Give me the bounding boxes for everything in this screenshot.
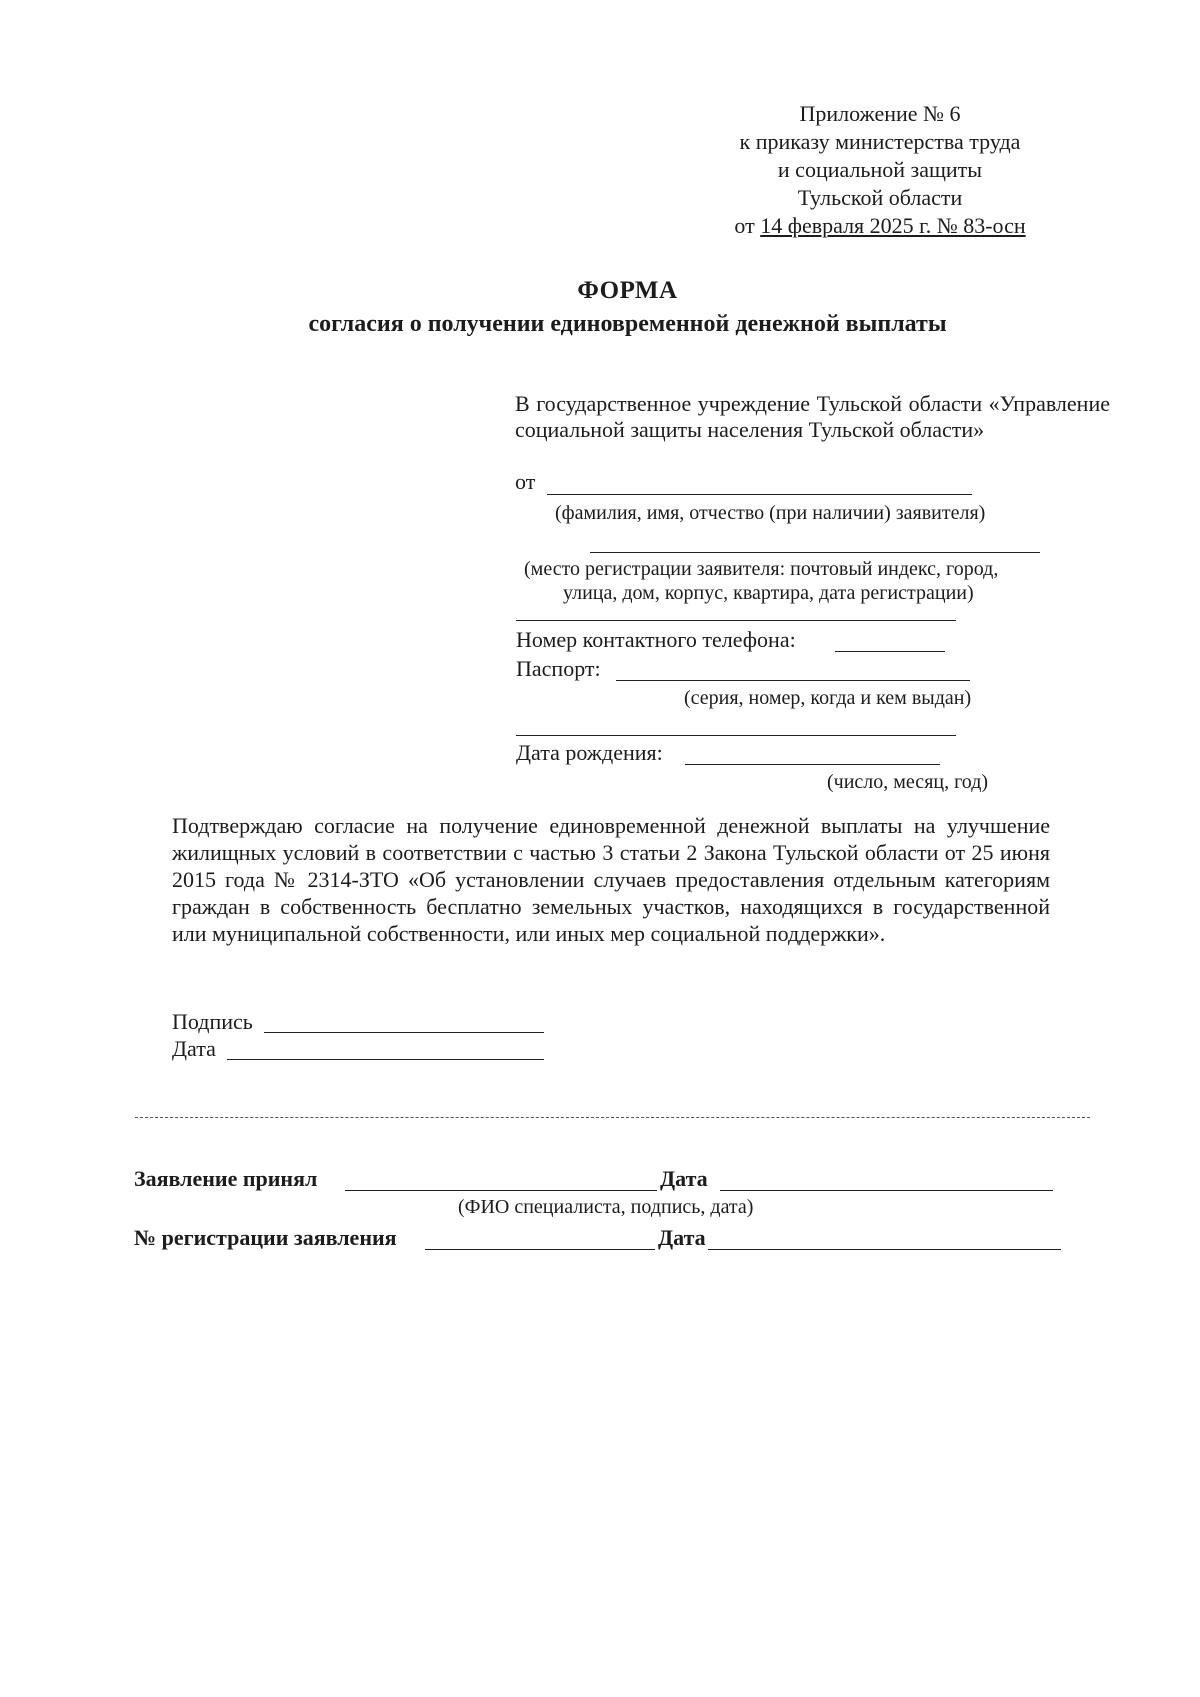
registration-date-label: Дата <box>658 1225 706 1250</box>
cut-line-divider <box>135 1117 1090 1118</box>
specialist-hint: (ФИО специалиста, подпись, дата) <box>458 1196 754 1218</box>
annex-date-line <box>700 212 1060 240</box>
annex-header <box>700 100 1060 240</box>
signature-date-line[interactable] <box>227 1059 544 1060</box>
address-continuation-line[interactable] <box>516 620 956 621</box>
passport-continuation-line[interactable] <box>516 735 956 736</box>
registration-number-line[interactable] <box>425 1249 655 1250</box>
from-label: от <box>515 469 536 494</box>
signature-line[interactable] <box>264 1032 544 1033</box>
applicant-name-line[interactable] <box>547 494 972 495</box>
address-hint-line2: улица, дом, корпус, квартира, дата регистрации) <box>563 582 974 604</box>
birth-date-line[interactable] <box>685 764 940 765</box>
phone-line[interactable] <box>835 651 945 652</box>
phone-label: Номер контактного телефона: <box>516 627 796 652</box>
applicant-name-hint: (фамилия, имя, отчество (при наличии) заявителя) <box>555 502 986 524</box>
accepted-by-line[interactable] <box>345 1190 657 1191</box>
birth-date-hint: (число, месяц, год) <box>827 771 989 793</box>
signature-label: Подпись <box>172 1009 253 1034</box>
form-title: ФОРМА <box>577 277 678 304</box>
registration-number-label: № регистрации заявления <box>134 1225 397 1250</box>
addressee-text: В государственное учреждение Тульской области «Управление социальной защиты населения Тульской области» <box>515 391 1110 442</box>
passport-hint: (серия, номер, когда и кем выдан) <box>684 687 972 709</box>
passport-label: Паспорт: <box>516 656 601 681</box>
accepted-by-label: Заявление принял <box>134 1166 318 1191</box>
annex-number: Приложение № 6 <box>799 101 961 126</box>
registration-date-line[interactable] <box>708 1249 1061 1250</box>
annex-date-prefix: от <box>734 213 755 238</box>
passport-line[interactable] <box>616 680 970 681</box>
accepted-date-label: Дата <box>660 1166 708 1191</box>
birth-date-label: Дата рождения: <box>516 740 663 765</box>
annex-order-line: к приказу министерства труда <box>739 129 1021 154</box>
annex-region-line: Тульской области <box>797 185 963 210</box>
address-hint-line1: (место регистрации заявителя: почтовый индекс, город, <box>524 558 999 580</box>
form-subtitle: согласия о получении единовременной денежной выплаты <box>308 311 947 337</box>
consent-paragraph: Подтверждаю согласие на получение единовременной денежной выплаты на улучшение жилищных условий в соответствии с частью 3 статьи 2 Закона Тульской области от 25 июня 2015 года № 2314-ЗТО «Об установлении случаев предоставления отдельным категориям граждан в собственность бесплатно земельных участков, находящихся в государственной или муниципальной собственности, или иных мер социальной поддержки». <box>172 813 1050 946</box>
annex-order-date: 14 февраля 2025 г. № 83-осн <box>760 213 1026 238</box>
signature-date-label: Дата <box>172 1036 216 1061</box>
registration-address-line[interactable] <box>590 552 1040 553</box>
annex-ministry-line: и социальной защиты <box>777 157 983 182</box>
accepted-date-line[interactable] <box>720 1190 1053 1191</box>
